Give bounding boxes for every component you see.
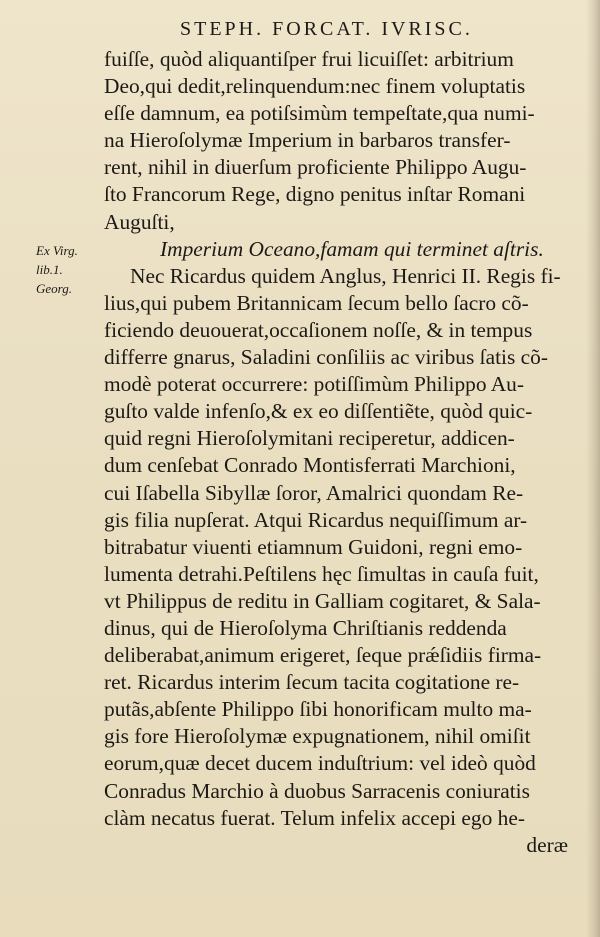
text-line: Nec Ricardus quidem Anglus, Henrici II. Regis fi-: [130, 263, 561, 288]
running-head: STEPH. FORCAT. IVRISC.: [180, 18, 473, 40]
text-line: putãs,abſente Philippo ſibi honorificam multo ma-: [104, 697, 532, 722]
catchword: deræ: [526, 832, 568, 857]
text-line: Auguſti,: [104, 209, 175, 234]
text-line: ficiendo deuouerat,occaſionem noſſe, & in tempus: [104, 317, 533, 342]
verse-quotation: Imperium Oceano,famam qui terminet aſtris.: [160, 236, 544, 261]
text-line: fuiſſe, quòd aliquantiſper frui licuiſſet: arbitrium: [104, 47, 514, 71]
text-line: deliberabat,animum erigeret, ſeque prǽſidiis firma-: [104, 643, 542, 668]
main-text: [104, 46, 574, 859]
text-line: eſſe damnum, ea potiſsimùm tempeſtate,qua numi-: [104, 101, 535, 126]
text-line: ret. Ricardus interim ſecum tacita cogitatione re-: [104, 670, 520, 695]
text-line: vt Philippus de reditu in Galliam cogitaret, & Sala-: [104, 588, 541, 613]
margin-note: [36, 241, 98, 298]
text-line: gis fore Hieroſolymæ expugnationem, nihil omiſit: [104, 724, 531, 749]
margin-note-line: Georg.: [36, 281, 72, 296]
text-line: rent, nihil in diuerſum proficiente Philippo Augu-: [104, 155, 527, 180]
text-line: clàm necatus fuerat. Telum infelix accepi ego he-: [104, 805, 525, 830]
text-line: dum cenſebat Conrado Montisferrati Marchioni,: [104, 453, 516, 478]
text-line: differre gnarus, Saladini conſiliis ac viribus ſatis cõ-: [104, 345, 548, 370]
text-line: eorum,quæ decet ducem induſtrium: vel ideò quòd: [104, 751, 536, 776]
text-line: quid regni Hieroſolymitani reciperetur, addicen-: [104, 426, 515, 451]
text-line: dinus, qui de Hieroſolyma Chriſtianis reddenda: [104, 615, 507, 640]
text-line: modè poterat occurrere: potiſſimùm Philippo Au-: [104, 372, 524, 397]
text-line: lumenta detrahi.Peſtilens hęc ſimultas in cauſa fuit,: [104, 561, 539, 586]
margin-note-line: lib.1.: [36, 262, 63, 277]
text-line: guſto valde infenſo,& ex eo diſſentiẽte, quòd quic-: [104, 399, 533, 424]
text-line: gis filia nupſerat. Atqui Ricardus nequiſſimum ar-: [104, 507, 528, 532]
text-line: cui Iſabella Sibyllæ ſoror, Amalrici quondam Re-: [104, 480, 524, 505]
text-line: na Hieroſolymæ Imperium in barbaros transfer-: [104, 128, 511, 153]
margin-note-line: Ex Virg.: [36, 243, 78, 258]
page-edge-shadow: [586, 0, 600, 937]
text-line: ſto Francorum Rege, digno penitus inſtar Romani: [104, 182, 526, 207]
text-line: Conradus Marchio à duobus Sarracenis coniuratis: [104, 778, 530, 803]
text-line: bitrabatur viuenti etiamnum Guidoni, regni emo-: [104, 534, 523, 559]
text-line: Deo,qui dedit,relinquendum:nec finem voluptatis: [104, 74, 526, 99]
text-line: lius,qui pubem Britannicam ſecum bello ſacro cõ-: [104, 290, 529, 315]
